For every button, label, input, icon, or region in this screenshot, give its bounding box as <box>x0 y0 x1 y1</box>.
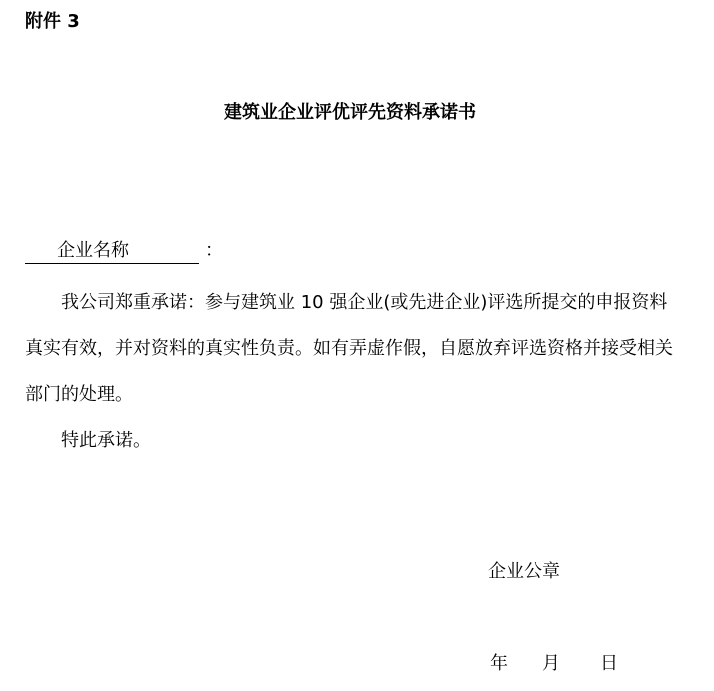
date-day: 日 <box>600 653 618 674</box>
commitment-body <box>25 280 685 464</box>
date-month: 月 <box>542 653 560 674</box>
attachment-label: 附件 3 <box>25 11 80 32</box>
closing-paragraph: 特此承诺。 <box>61 430 151 451</box>
company-name-colon: ： <box>205 240 223 261</box>
commitment-paragraph: 我公司郑重承诺：参与建筑业 10 强企业(或先进企业)评选所提交的申报资料真实有效，并对资料的真实性负责。如有弄虚作假，自愿放弃评选资格并接受相关部门的处理。 <box>25 292 673 405</box>
company-name-line <box>25 238 223 264</box>
company-name-field: 企业名称 <box>25 238 199 264</box>
company-seal-label: 企业公章 <box>488 561 560 582</box>
date-line <box>490 650 618 678</box>
date-year: 年 <box>490 653 508 674</box>
document-title: 建筑业企业评优评先资料承诺书 <box>224 102 476 123</box>
